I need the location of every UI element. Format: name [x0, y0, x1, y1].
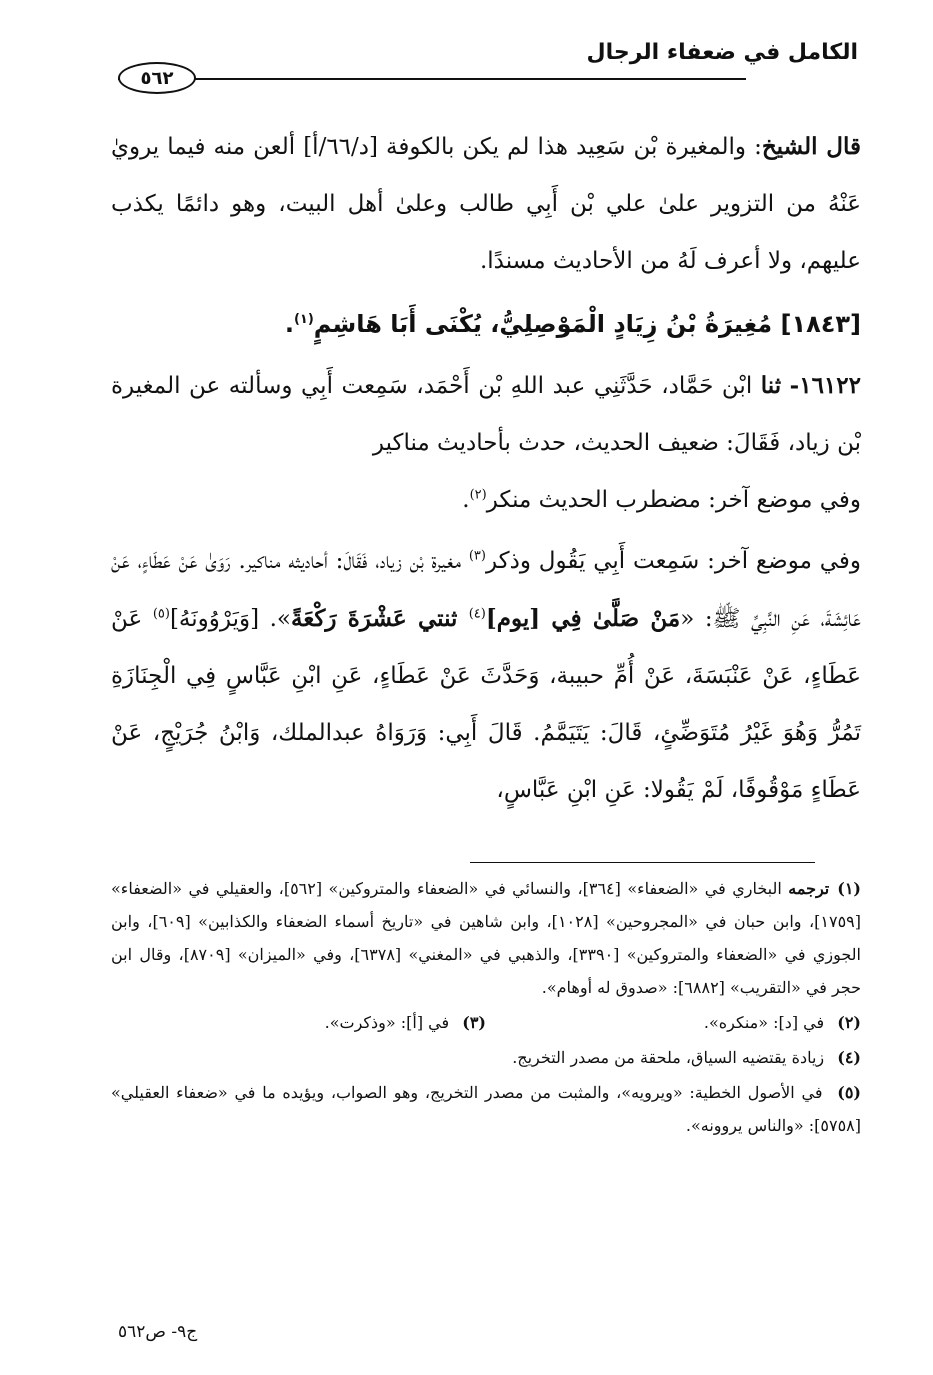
sheikh-text: : والمغيرة بْن سَعِيد هذا لم يكن بالكوفة [د/٦٦/أ] ألعن منه فيما يرويٰ عَنْهُ من التزوير علىٰ علي بْن أَبِي طالب وعلىٰ أهل البيت، وهو دائمًا يكذب عليهم، ولا أعرف لَهُ من الأحاديث مسندًا. — [111, 134, 861, 274]
narration-p2-text: وفي موضع آخر: مضطرب الحديث منكر — [486, 487, 861, 513]
volume-page-reference: ج٩- ص٥٦٢ — [118, 1322, 198, 1342]
narration-p3-a: وفي موضع آخر: سَمِعت أَبِي يَقُول وذكر — [485, 548, 861, 574]
entry-heading — [111, 296, 861, 353]
narration-p3-c: ». [وَيَرْوُونَهُ] — [169, 606, 291, 632]
sheikh-lead: قال الشيخ — [761, 133, 861, 160]
narration-text: ابْن حَمَّاد، حَدَّثَنِي عبد اللهِ بْن أَحْمَد، سَمِعت أَبِي وسألته عن المغيرة بْن زياد، فَقَالَ: ضعيف الحديث، حدث بأحاديث مناكير — [111, 373, 861, 456]
footnote-4-number: (٤) — [837, 1048, 861, 1067]
footnote-5-number: (٥) — [837, 1083, 861, 1102]
footnote-4-text: زيادة يقتضيه السياق، ملحقة من مصدر التخريج. — [512, 1048, 830, 1067]
header-rule — [118, 78, 746, 80]
footnote-2-text: في [د]: «منكره». — [703, 1013, 830, 1032]
footnote-1-lead: ترجمه — [788, 879, 830, 898]
narration-p3-d: عَنْ عَطَاءٍ، عَنْ عَنْبَسَةَ، عَنْ أُمِّ حبيبة، وَحَدَّثَ عَنْ عَطَاءٍ، عَنِ ابْنِ عَبَّاسٍ فِي الْجِنَازَةِ تَمُرُّ وَهُوَ غَيْرُ مُتَوَضِّئٍ، قَالَ: يَتَيَمَّمُ. قَالَ أَبِي: وَرَوَاهُ عبدالملك، وَابْنُ جُرَيْجٍ، عَنْ عَطَاءٍ مَوْقُوفًا، لَمْ يَقُولا: عَنِ ابْنِ عَبَّاسٍ، — [111, 606, 861, 803]
hadith-text-2: ثنتي عَشْرَةَ رَكْعَةً — [291, 605, 469, 632]
narration-number: ١٦١٢٢- — [789, 372, 861, 399]
narration-lead: ثنا — [760, 372, 782, 399]
footnote-3-text: في [أ]: «وذكرت». — [324, 1013, 455, 1032]
footnote-3-number: (٣) — [462, 1013, 486, 1032]
narration-p3-fn4: (٤) — [468, 606, 486, 622]
footnote-1-text: البخاري في «الضعفاء» [٣٦٤]، والنسائي في «الضعفاء والمتروكين» [٥٦٢]، والعقيلي في «الضعفاء» [١٧٥٩]، وابن حبان في «المجروحين» [١٠٢٨]، وابن شاهين في «تاريخ أسماء الضعفاء والكذابين» [٦٠٩]، وابن الجوزي في «الضعفاء والمتروكين» [٣٣٩٠]، والذهبي في «المغني» [٦٣٧٨]، وفي «الميزان» [٨٧٠٩]، وقال ابن حجر في «التقريب» [٦٨٨٢]: «صدوق له أوهام». — [111, 879, 862, 997]
narration-p3-fn3: (٣) — [468, 548, 486, 564]
entry-heading-tail: . — [284, 310, 294, 338]
footnote-2 — [486, 1006, 861, 1039]
hadith-text-1: مَنْ صَلَّىٰ فِي [يوم] — [485, 605, 681, 632]
narration-p2-tail: . — [462, 487, 470, 513]
running-header-title: الكامل في ضعفاء الرجال — [586, 40, 858, 65]
footnote-2-number: (٢) — [837, 1013, 861, 1032]
narration-paragraph-3 — [111, 533, 861, 819]
narration-paragraph-2 — [111, 472, 861, 529]
footnote-row-2-3 — [111, 1006, 861, 1039]
page-number-badge: ٥٦٢ — [118, 62, 196, 94]
footnote-3 — [111, 1006, 486, 1039]
sheikh-paragraph — [111, 118, 861, 290]
main-text — [111, 118, 861, 819]
footnote-separator — [470, 862, 815, 863]
narration-paragraph — [111, 357, 861, 472]
narration-p3-fn5: (٥) — [152, 606, 170, 622]
narration-p2-fn: (٢) — [469, 487, 487, 503]
footnote-1-number: (١) — [837, 879, 861, 898]
entry-heading-text: [١٨٤٣] مُغِيرَةُ بْنُ زِيَادٍ الْمَوْصِلِيُّ، يُكْنَى أَبَا هَاشِمٍ — [313, 310, 861, 338]
narration-p3-b: مغيرة بْن زياد، فَقَالَ: أحاديثه مناكير. رَوَىٰ عَنْ عَطَاءٍ، عَنْ عَائِشَةَ، عَنِ النَّبِيِّ ﷺ: « — [111, 548, 861, 632]
entry-heading-fn: (١) — [293, 312, 314, 327]
footnote-5 — [111, 1076, 861, 1142]
footnote-4 — [111, 1041, 861, 1074]
footnotes — [111, 872, 861, 1144]
footnote-1 — [111, 872, 861, 1004]
footnote-5-text: في الأصول الخطية: «ويرويه»، والمثبت من مصدر التخريج، وهو الصواب، ويؤيده ما في «ضعفاء العقيلي» [٥٧٥٨]: «والناس يروونه». — [111, 1083, 861, 1135]
